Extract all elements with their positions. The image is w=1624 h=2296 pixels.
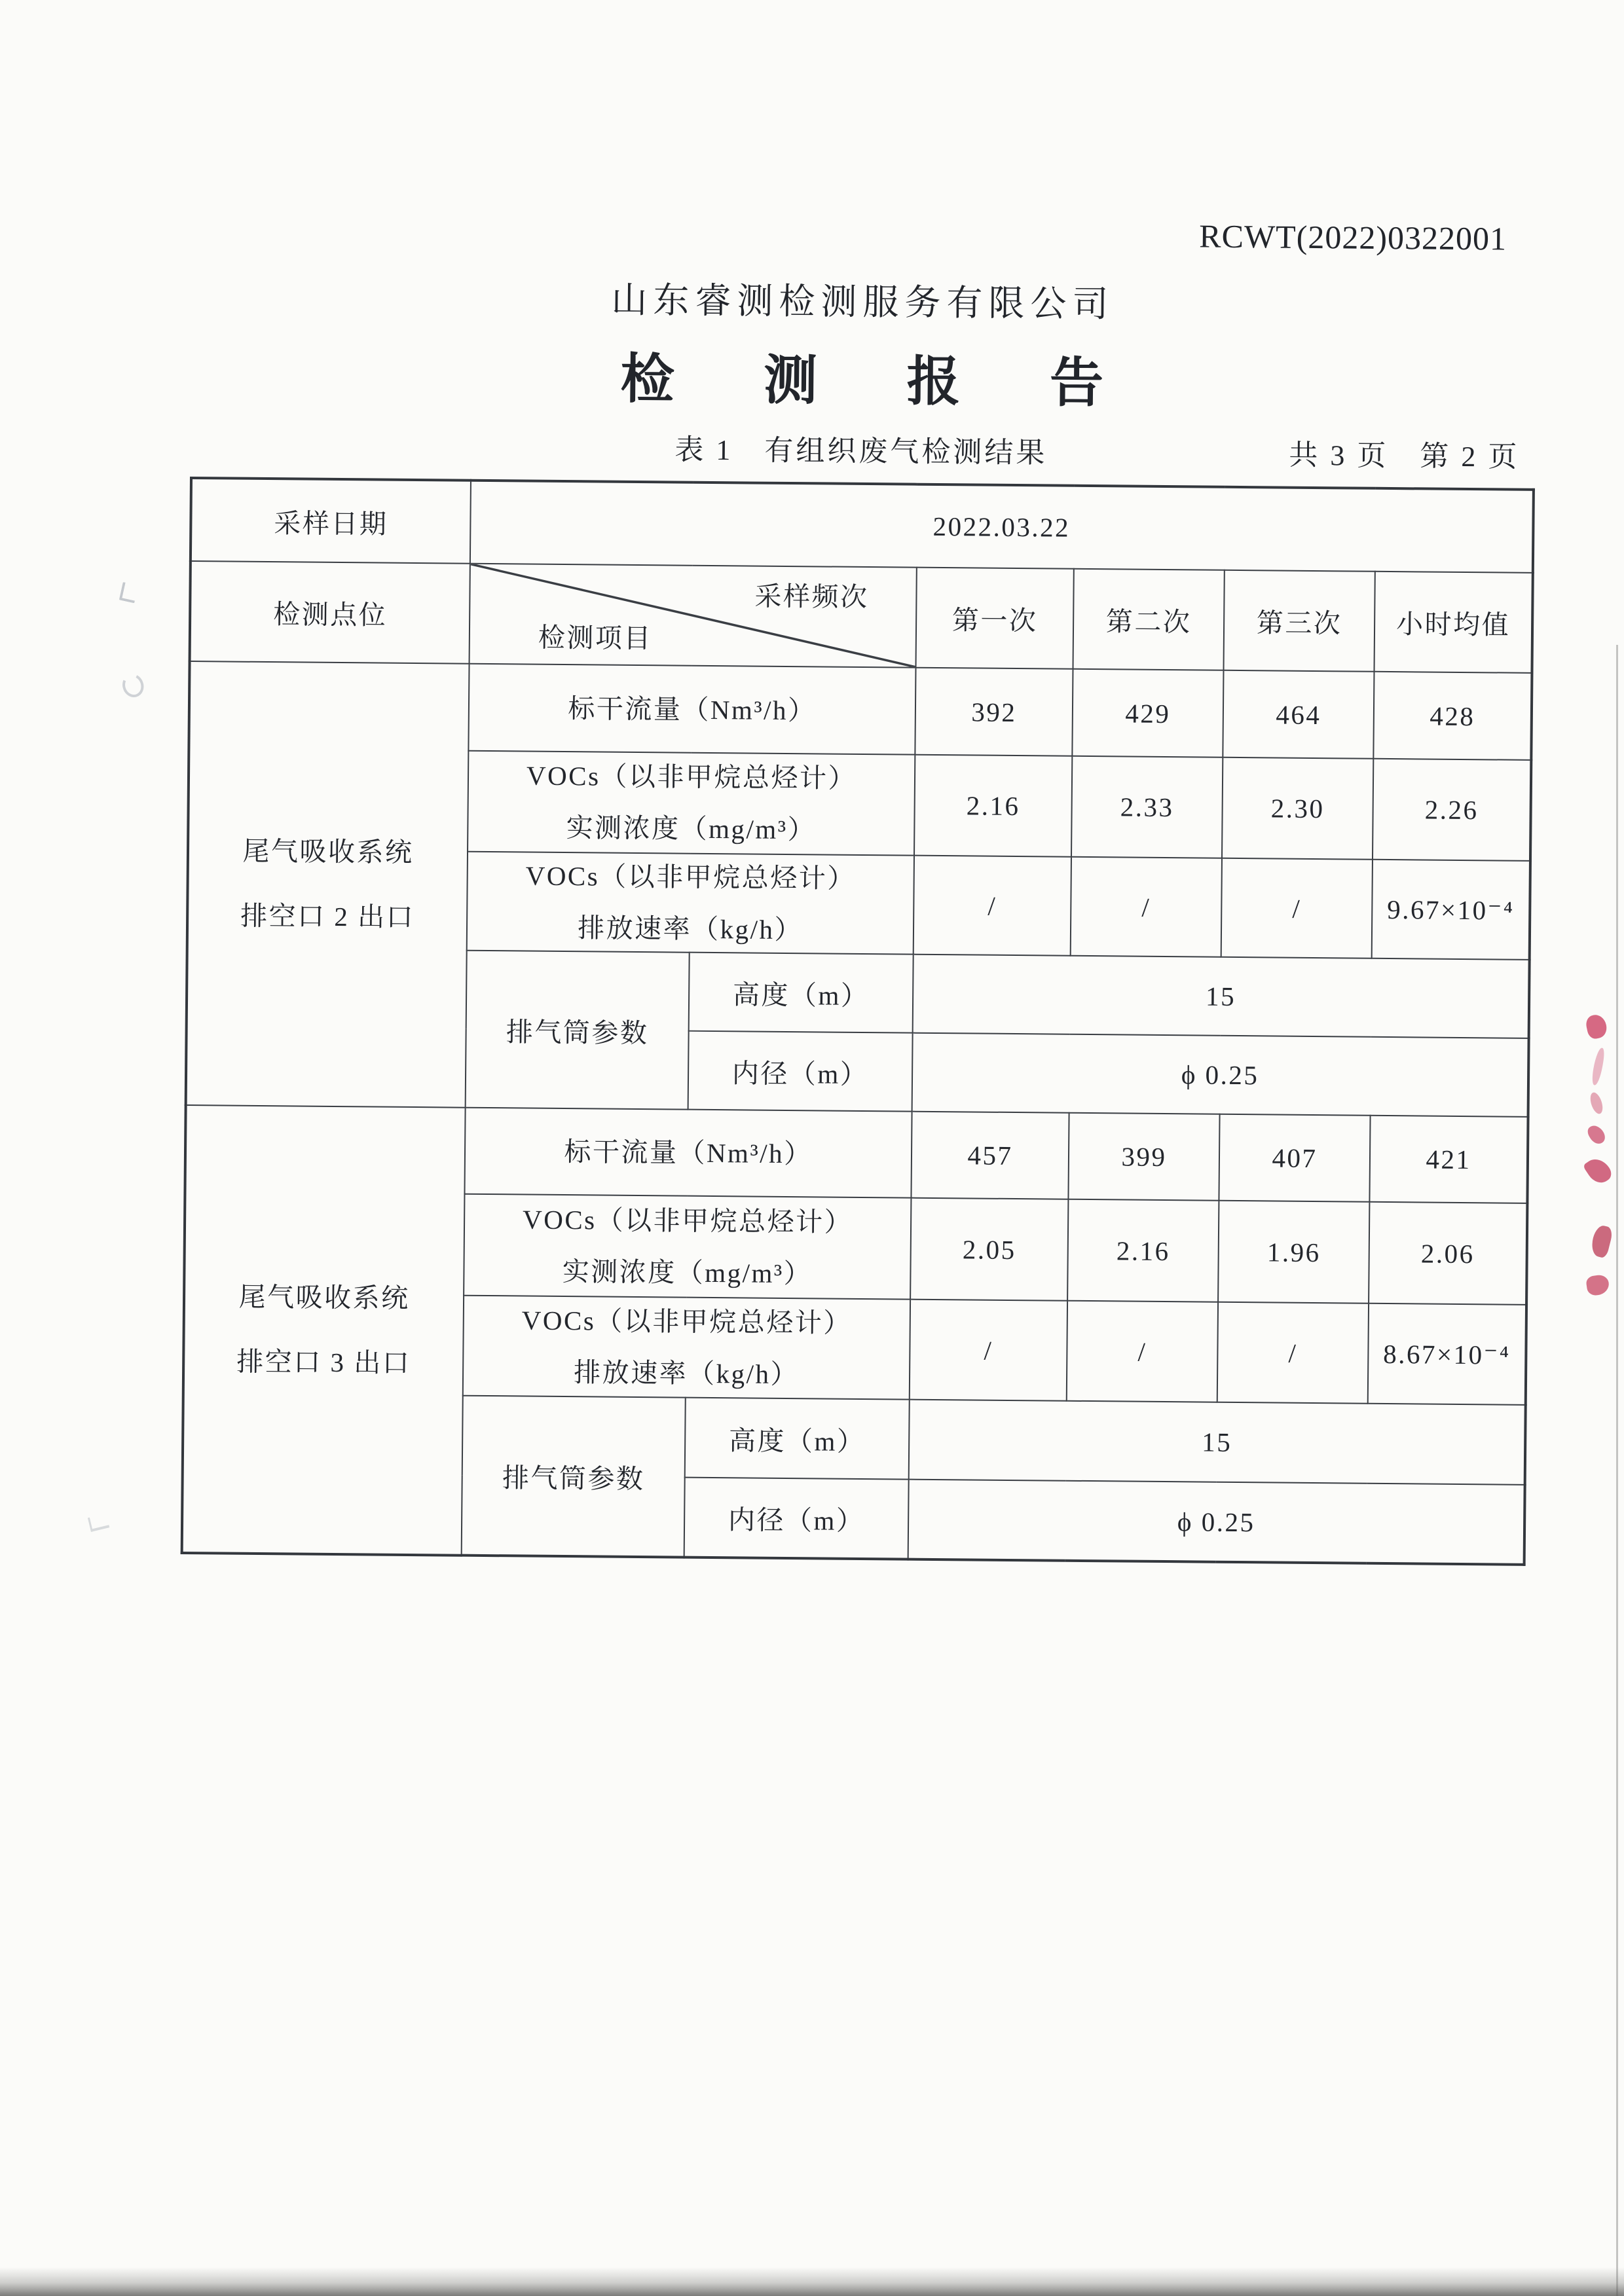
parameter-value-cell: 399 [1068,1113,1219,1201]
table-caption: 表 1 有组织废气检测结果 [674,433,1048,469]
pagination: 共 3 页 第 2 页 [1289,439,1520,473]
scan-edge-line [1616,645,1618,2296]
stack-param-value-cell: 15 [909,1400,1526,1485]
parameter-value-cell: 464 [1223,670,1374,759]
stack-param-name-cell: 高度（m） [689,953,913,1033]
stack-param-value-cell: ϕ 0.25 [912,1033,1529,1117]
parameter-name-cell: VOCs（以非甲烷总烃计） 实测浓度（mg/m³） [468,751,915,856]
stack-param-name-cell: 高度（m） [685,1398,910,1480]
pencil-mark [119,671,147,701]
parameter-value-cell: 2.30 [1222,757,1373,860]
sampling-date-label-cell: 采样日期 [191,478,471,564]
parameter-name-cell: 标干流量（Nm³/h） [464,1108,912,1198]
parameter-value-cell: / [1067,1301,1218,1402]
parameter-value-cell: / [1217,1302,1369,1404]
report-number: RCWT(2022)0322001 [1199,217,1507,257]
parameter-value-cell: / [1071,857,1222,957]
parameter-value-cell: / [1221,858,1373,958]
frequency-header-1: 第一次 [916,568,1074,669]
sampling-date-row [191,478,1534,573]
parameter-value-cell: 8.67×10⁻⁴ [1368,1303,1526,1405]
stack-param-name-cell: 内径（m） [688,1031,913,1112]
company-name: 山东睿测检测服务有限公司 [611,280,1115,325]
parameter-value-cell: 428 [1373,672,1532,760]
parameter-value-cell: 1.96 [1218,1201,1369,1303]
sampling-date-value-cell: 2022.03.22 [470,481,1534,573]
monitoring-point-cell-2: 尾气吸收系统 排空口 3 出口 [182,1105,466,1556]
monitoring-point-cell-1: 尾气吸收系统 排空口 2 出口 [186,661,470,1108]
parameter-name-cell: VOCs（以非甲烷总烃计） 排放速率（kg/h） [463,1296,910,1400]
parameter-value-cell: 2.05 [910,1198,1068,1301]
parameter-value-cell: 407 [1219,1114,1370,1202]
parameter-value-cell: / [913,856,1071,956]
parameter-value-cell: 421 [1369,1116,1528,1203]
page-title: 检 测 报 告 [620,349,1142,414]
parameter-name-cell: VOCs（以非甲烷总烃计） 排放速率（kg/h） [467,852,914,955]
monitoring-point-header-cell: 检测点位 [190,561,470,664]
stack-param-value-cell: 15 [913,955,1530,1038]
table-header-row [190,561,1533,673]
stack-params-label-cell: 排气筒参数 [466,951,690,1110]
pencil-mark [88,1514,109,1532]
parameter-value-cell: 2.06 [1369,1202,1527,1305]
parameter-value-cell: 2.26 [1373,759,1531,861]
parameter-name-cell: 标干流量（Nm³/h） [468,664,915,755]
parameter-value-cell: 2.16 [914,755,1072,857]
table-row [189,661,1532,760]
table-row [185,1105,1528,1203]
parameter-value-cell: 2.16 [1067,1199,1219,1302]
parameter-value-cell: 392 [915,668,1073,756]
stack-param-value-cell: ϕ 0.25 [908,1480,1525,1565]
sampling-frequency-label: 采样频次 [754,581,869,613]
pencil-mark [119,582,138,604]
parameter-value-cell: / [910,1300,1067,1401]
scan-edge-shadow [0,2267,1624,2296]
stack-param-name-cell: 内径（m） [684,1478,909,1559]
frequency-header-avg: 小时均值 [1374,572,1532,673]
stack-params-label-cell: 排气筒参数 [462,1396,686,1558]
results-table [181,477,1535,1566]
parameter-value-cell: 429 [1072,669,1223,757]
diagonal-header-cell [470,564,917,668]
parameter-value-cell: 9.67×10⁻⁴ [1372,860,1530,960]
frequency-header-2: 第二次 [1073,569,1225,670]
parameter-name-cell: VOCs（以非甲烷总烃计） 实测浓度（mg/m³） [464,1194,911,1300]
parameter-value-cell: 457 [911,1112,1069,1199]
parameter-value-cell: 2.33 [1071,756,1223,858]
test-item-label: 检测项目 [538,622,653,654]
frequency-header-3: 第三次 [1223,570,1375,672]
